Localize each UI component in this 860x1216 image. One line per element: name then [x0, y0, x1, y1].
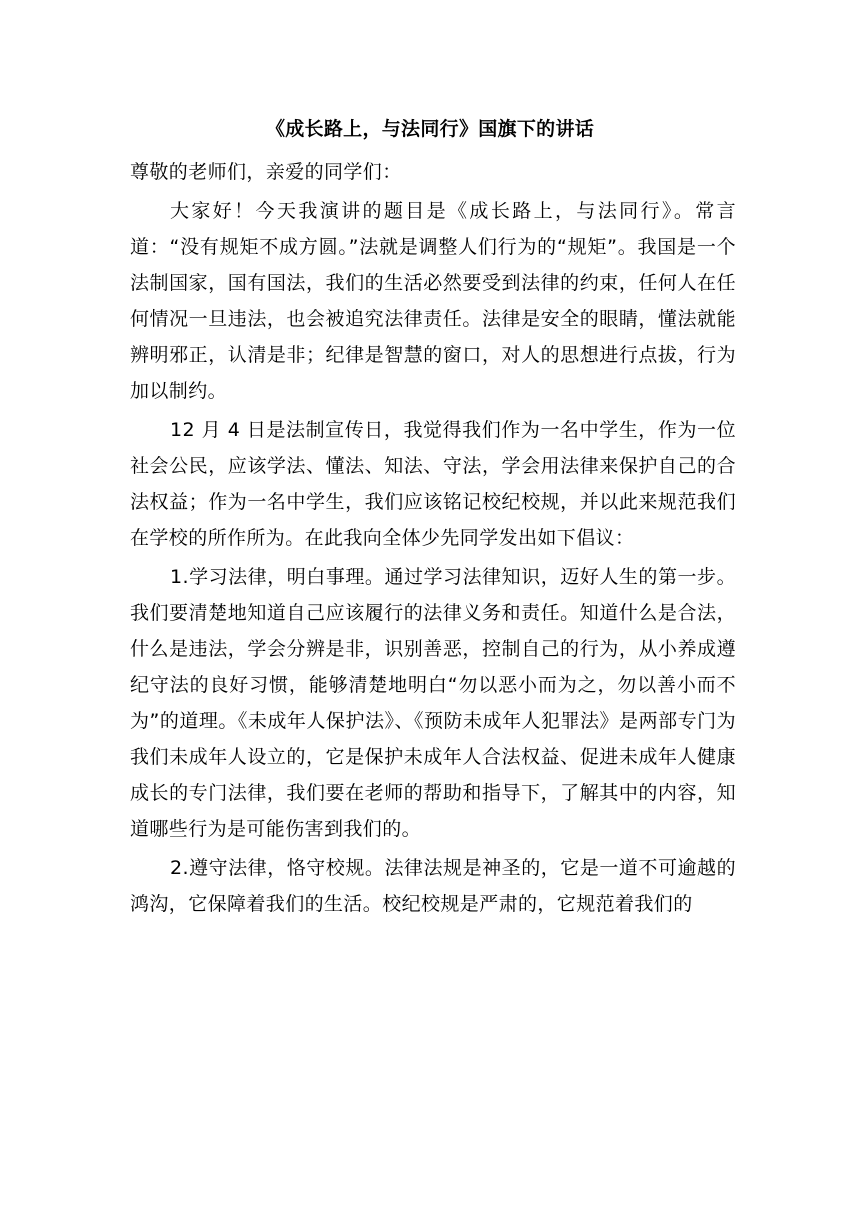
- paragraph-greeting: 大家好！今天我演讲的题目是《成长路上，与法同行》。常言道：“没有规矩不成方圆。”法就是调整人们行为的“规矩”。我国是一个法制国家，国有国法，我们的生活必然要受到法律的约束，任何人在任何情况一旦违法，也会被追究法律责任。法律是安全的眼睛，懂法就能辨明邪正，认清是非；纪律是智慧的窗口，对人的思想进行点拔，行为加以制约。: [130, 200, 736, 402]
- document-title: 《成长路上，与法同行》国旗下的讲话: [265, 118, 595, 140]
- paragraph-proposal-1: 1.学习法律，明白事理。通过学习法律知识，迈好人生的第一步。我们要清楚地知道自己应该履行的法律义务和责任。知道什么是合法，什么是违法，学会分辨是非，识别善恶，控制自己的行为，从小养成遵纪守法的良好习惯，能够清楚地明白“勿以恶小而为之，勿以善小而不为”的道理。《未成年人保护法》、《预防未成年人犯罪法》是两部专门为我们未成年人设立的，它是保护未成年人合法权益、促进未成年人健康成长的专门法律，我们要在老师的帮助和指导下，了解其中的内容，知道哪些行为是可能伤害到我们的。: [130, 566, 736, 840]
- paragraph-proposal-2: 2.遵守法律，恪守校规。法律法规是神圣的，它是一道不可逾越的鸿沟，它保障着我们的生活。校纪校规是严肃的，它规范着我们的: [130, 857, 736, 915]
- document-body: [130, 154, 736, 925]
- paragraph-legal-day: 12 月 4 日是法制宣传日，我觉得我们作为一名中学生，作为一位社会公民，应该学法、懂法、知法、守法，学会用法律来保护自己的合法权益；作为一名中学生，我们应该铭记校纪校规，并以此来规范我们在学校的所作所为。在此我向全体少先同学发出如下倡议：: [130, 419, 736, 549]
- salutation: 尊敬的老师们，亲爱的同学们：: [130, 161, 402, 183]
